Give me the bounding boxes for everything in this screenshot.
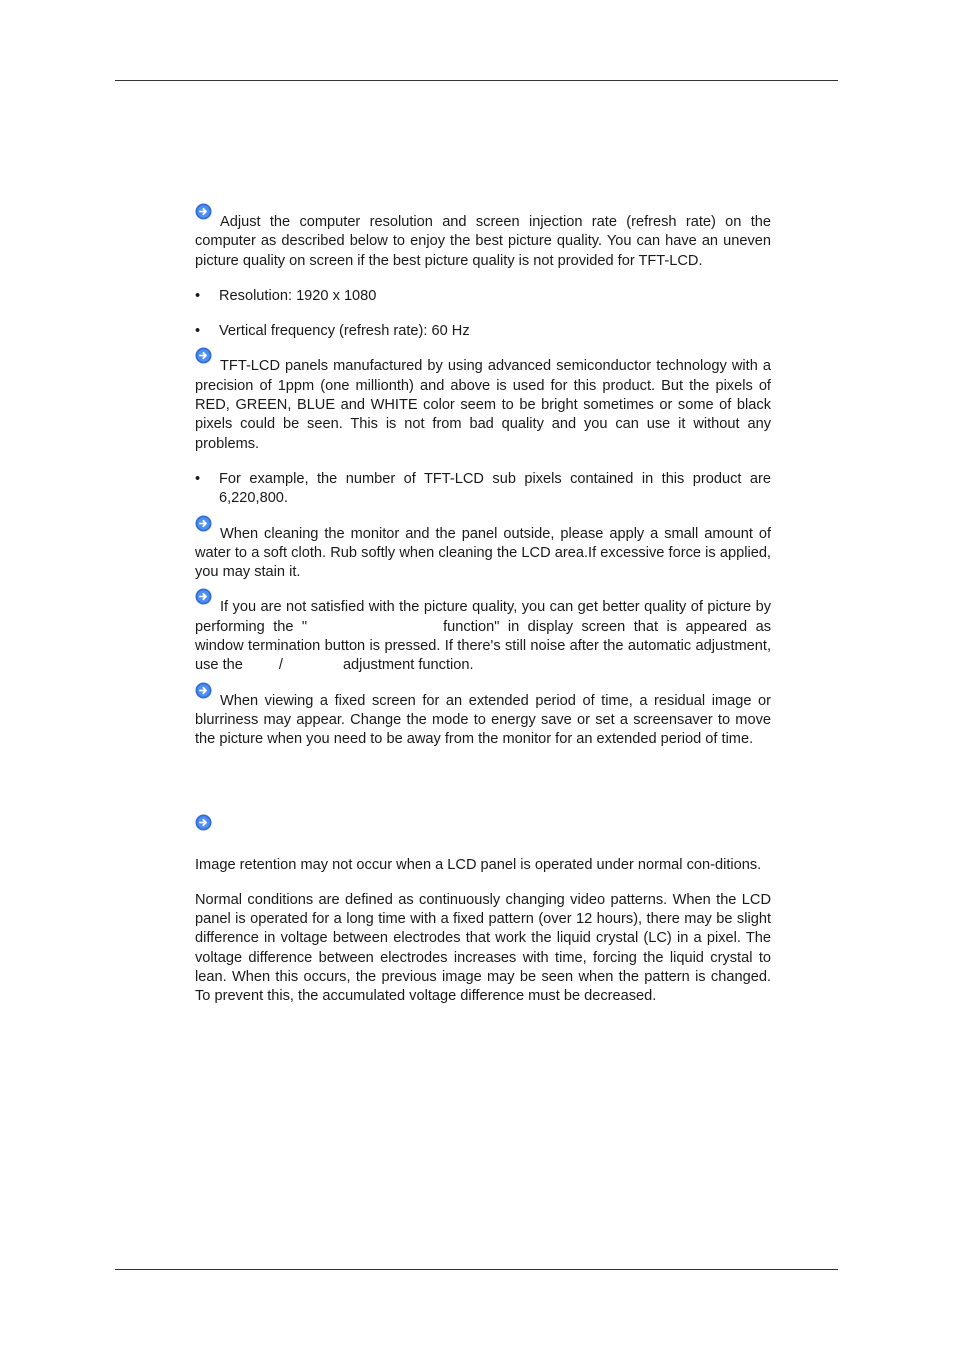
note-text: Adjust the computer resolution and screen injection rate (refresh rate) on the computer as described below to enjoy the best picture quality. You can have an uneven picture quality on screen if the best picture quality is not provided for TFT-LCD. [195, 214, 771, 269]
note-text-part: / [278, 657, 283, 674]
note-cleaning [195, 525, 771, 583]
arrow-right-circle-icon [195, 588, 212, 605]
footer-rule [115, 1269, 838, 1270]
list-item [195, 470, 771, 509]
note-text-part: If you are not satisfied with the picture quality, you can get better quality of picture by performing the " [195, 599, 771, 635]
note-pixels [195, 357, 771, 453]
bullet-mark: • [195, 287, 201, 304]
list-item-text: For example, the number of TFT-LCD sub pixels contained in this product are 6,220,800. [219, 470, 771, 507]
spacer [195, 766, 771, 814]
bullet-mark: • [195, 470, 201, 487]
list-item [195, 287, 771, 306]
note-residual-image [195, 692, 771, 750]
note-text-part: function" in display screen that is appeared as window termination button is pressed. If there's still noise after the automatic adjustment, use the [195, 618, 771, 674]
arrow-right-circle-icon [195, 814, 212, 831]
document-body [195, 213, 771, 1023]
note-text: TFT-LCD panels manufactured by using advanced semiconductor technology with a precision of 1ppm (one millionth) and above is used for this product. But the pixels of RED, GREEN, BLUE and WHITE color seem to be bright sometimes or some of black pixels could be seen. This is not from bad quality and you can use it without any problems. [195, 358, 771, 452]
note-text: When cleaning the monitor and the panel outside, please apply a small amount of water to a soft cloth. Rub softly when cleaning the LCD area.If excessive force is applied, you may stain it. [195, 525, 771, 581]
arrow-right-circle-icon [195, 682, 212, 699]
list-item [195, 322, 771, 341]
note-text-part: adjustment function. [342, 657, 474, 674]
bullet-mark: • [195, 323, 201, 340]
list-item-text: Resolution: 1920 x 1080 [219, 287, 377, 304]
retention-paragraph-2: Normal conditions are defined as continuously changing video patterns. When the LCD panel is operated for a long time with a fixed pattern (over 12 hours), there may be slight difference in voltage between electrodes that work the liquid crystal (LC) in a pixel. The voltage difference between electrodes increases with time, forcing the liquid crystal to lean. When this occurs, the previous image may be seen when the pattern is changed. To prevent this, the accumulated voltage difference must be decreased. [195, 891, 771, 1005]
arrow-right-circle-icon [195, 347, 212, 364]
arrow-right-circle-icon [195, 203, 212, 220]
arrow-right-circle-icon [195, 515, 212, 532]
list-item-text: Vertical frequency (refresh rate): 60 Hz [219, 323, 470, 340]
note-text: When viewing a fixed screen for an extended period of time, a residual image or blurriness may appear. Change the mode to energy save or set a screensaver to move the picture when you need to be away from the monitor for an extended period of time. [195, 692, 771, 748]
retention-paragraph-1: Image retention may not occur when a LCD panel is operated under normal con-ditions. [195, 856, 762, 873]
header-rule [115, 80, 838, 81]
note-resolution [195, 213, 771, 271]
note-picture-quality [195, 598, 771, 675]
